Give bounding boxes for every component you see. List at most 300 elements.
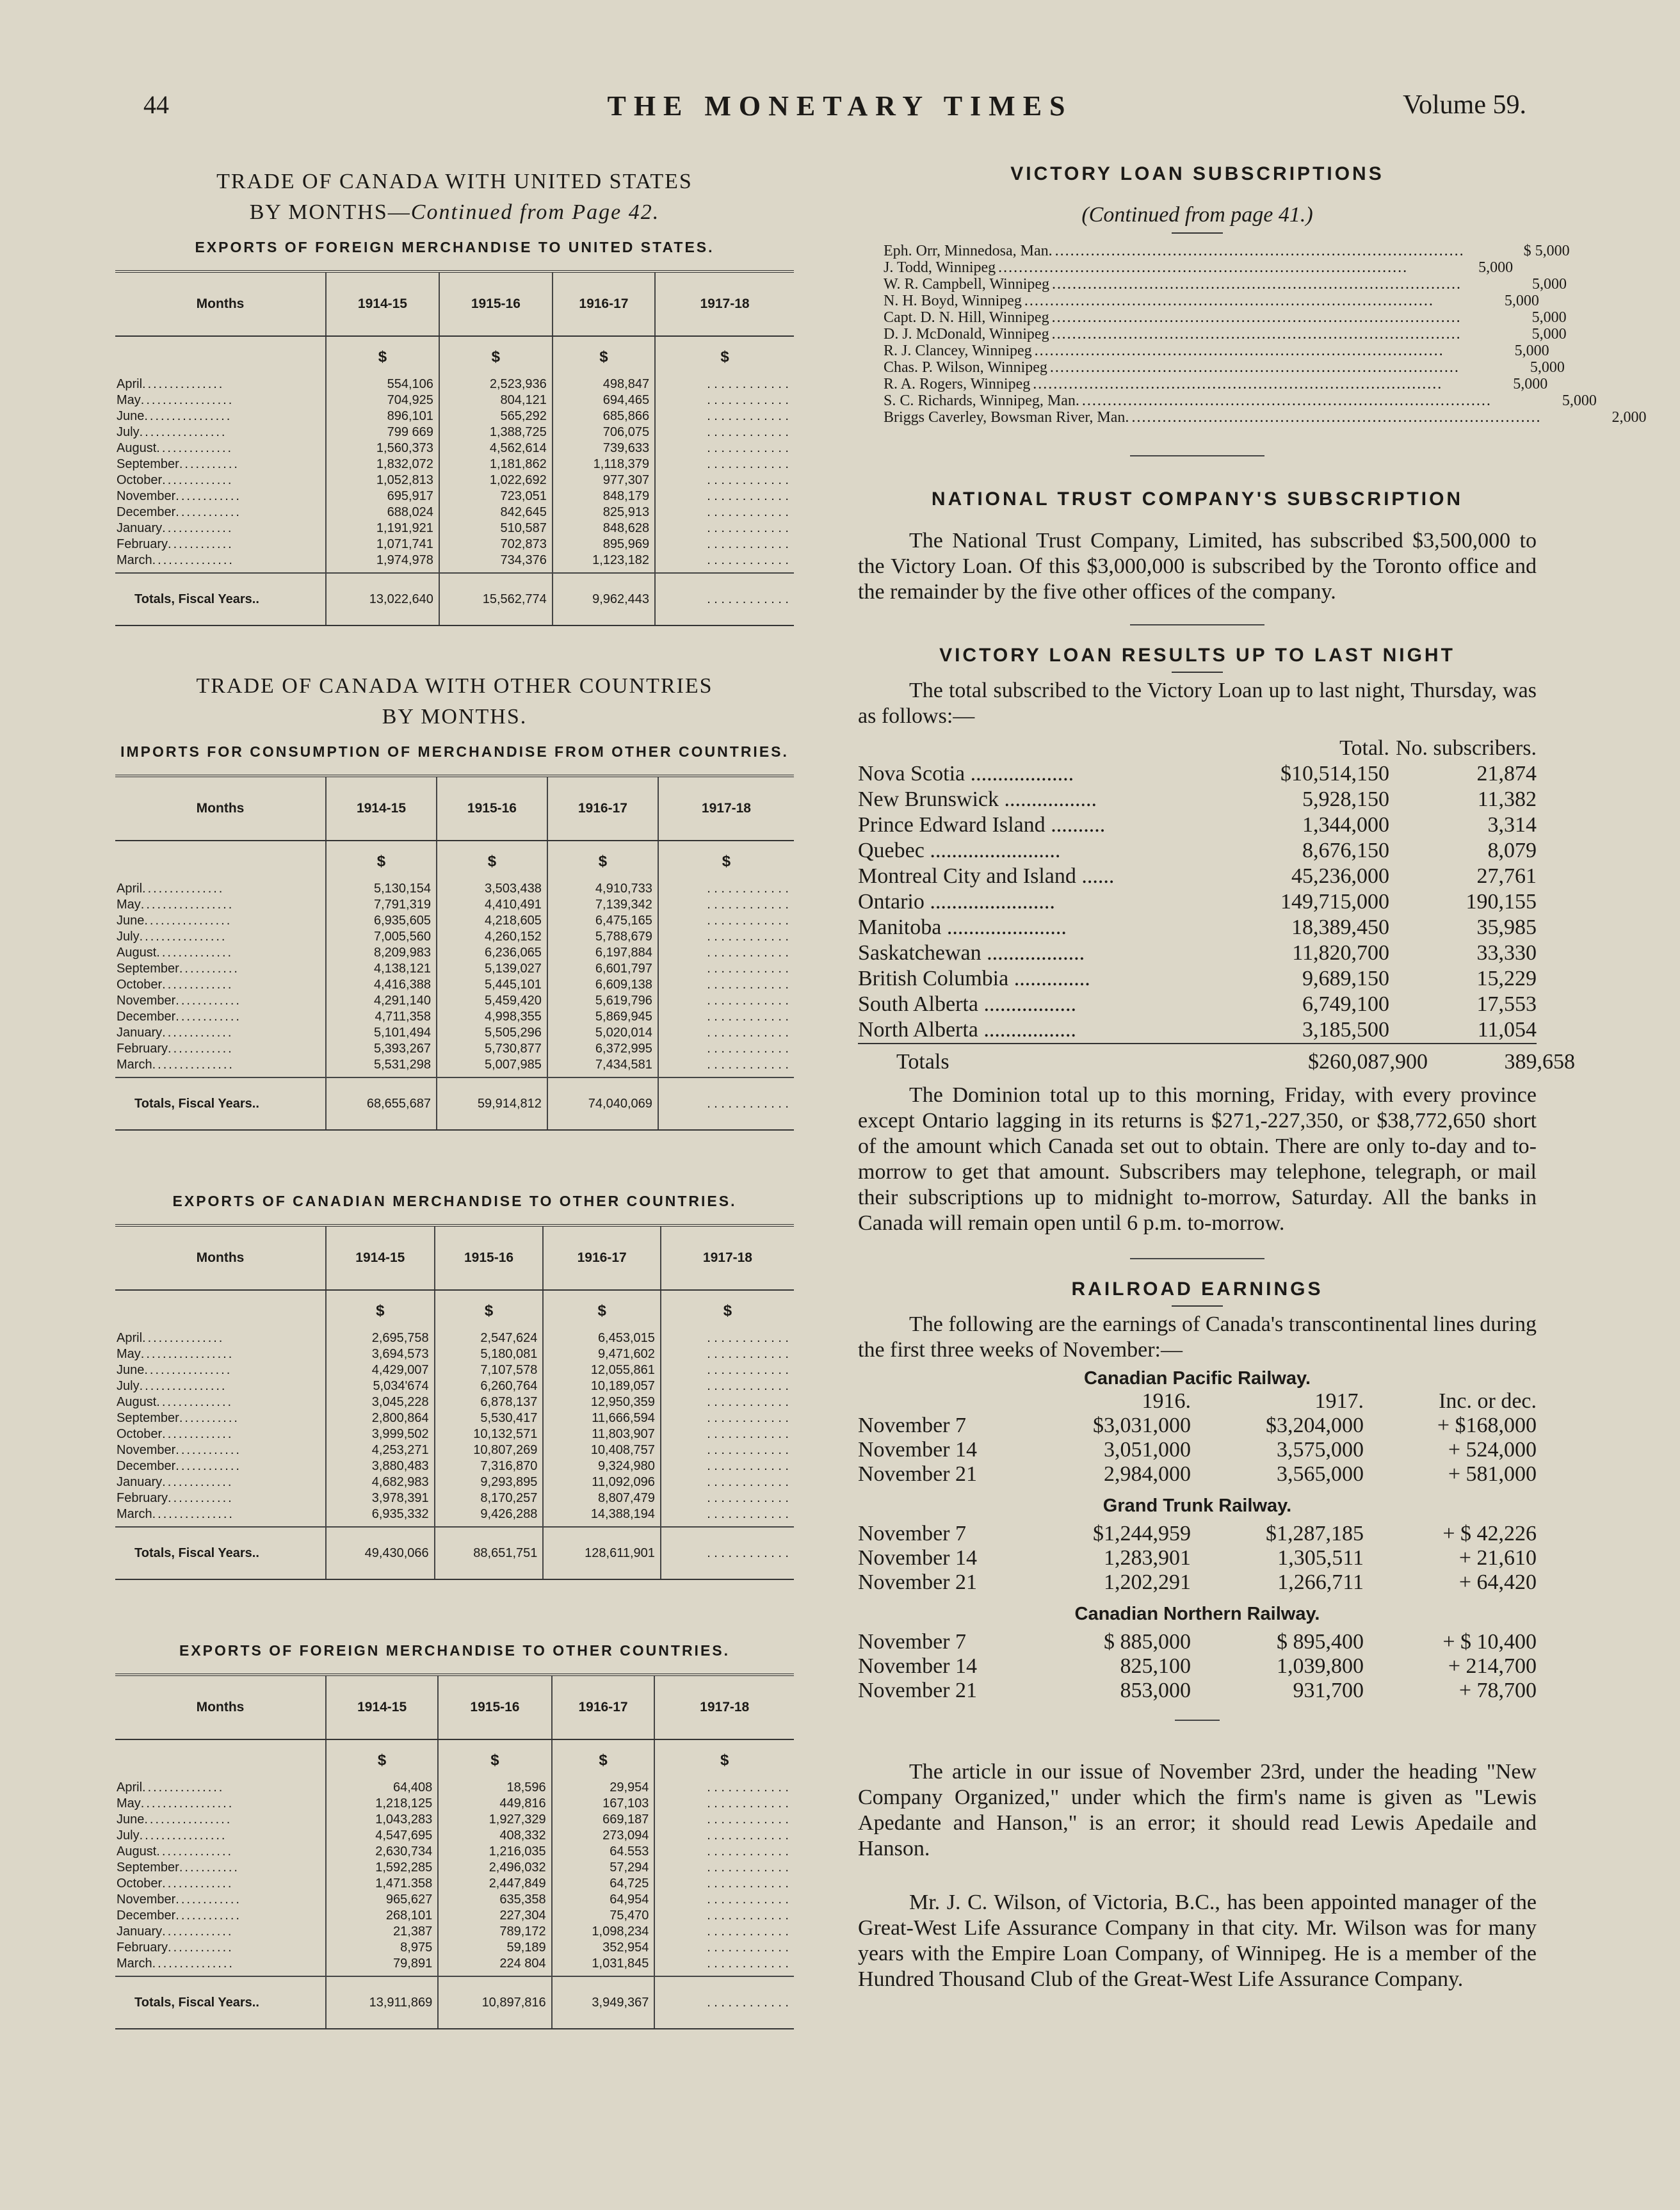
value-cell: 12,950,359 <box>543 1394 661 1410</box>
week-label: November 14 <box>858 1654 978 1678</box>
column-header: 1917-18 <box>654 1675 794 1739</box>
value-cell: 5,788,679 <box>547 929 658 945</box>
subscription-row: N. H. Boyd, Winnipeg ................................................................................ 5,000 <box>884 293 1539 309</box>
totals-label: Totals, Fiscal Years.. <box>115 1976 326 2029</box>
totals-row <box>115 1976 794 2029</box>
earnings-change: + 21,610 <box>1458 1546 1537 1570</box>
value-cell: 5,530,417 <box>435 1410 544 1426</box>
earnings-1917: $3,204,000 <box>1266 1414 1364 1437</box>
column-header: 1914-15 <box>326 776 437 841</box>
province-subscribers: 33,330 <box>1476 941 1537 965</box>
value-cell: 167,103 <box>552 1796 655 1812</box>
value-cell: 6,601,797 <box>547 961 658 977</box>
right-column <box>858 163 1647 1992</box>
earnings-change: + $ 42,226 <box>1442 1522 1537 1545</box>
value-cell: 10,408,757 <box>543 1442 661 1458</box>
value-cell: 702,873 <box>439 536 553 552</box>
month-cell: July................ <box>117 1379 227 1393</box>
value-cell: 5,393,267 <box>326 1041 437 1057</box>
table-row <box>115 1780 794 1796</box>
totals-row <box>115 1527 794 1579</box>
value-cell: 5,730,877 <box>437 1041 547 1057</box>
table-row <box>115 440 794 456</box>
table-header-row <box>115 1225 794 1290</box>
value-cell: 1,071,741 <box>326 536 439 552</box>
value-cell: 4,547,695 <box>326 1828 438 1844</box>
railroad-intro: The following are the earnings of Canada's transcontinental lines during the first three weeks of November:— <box>858 1312 1537 1362</box>
value-cell: . . . . . . . . . . . . <box>655 520 794 536</box>
table-row <box>115 1796 794 1812</box>
value-cell: . . . . . . . . . . . . <box>661 1426 794 1442</box>
month-cell: June................ <box>117 914 232 928</box>
value-cell: 1,043,283 <box>326 1812 438 1828</box>
value-cell: 4,998,355 <box>437 1009 547 1025</box>
month-cell: November............ <box>117 1443 241 1457</box>
table-row <box>115 376 794 392</box>
earnings-1916: 2,984,000 <box>1104 1462 1191 1486</box>
subscription-row: Briggs Caverley, Bowsman River, Man. ................................................................................ 2,000 <box>884 409 1647 426</box>
value-cell: 18,596 <box>438 1780 551 1796</box>
month-cell: November............ <box>117 994 241 1008</box>
subscription-amount: 5,000 <box>1504 293 1539 309</box>
totals-cell: 13,911,869 <box>326 1976 438 2029</box>
totals-cell: 68,655,687 <box>326 1077 437 1130</box>
province-row <box>858 812 1537 838</box>
value-cell: 6,236,065 <box>437 945 547 961</box>
value-cell: . . . . . . . . . . . . <box>658 1025 794 1041</box>
month-cell: March............... <box>117 1507 234 1521</box>
province-name: South Alberta ................. <box>858 992 1076 1016</box>
month-cell: December............ <box>117 1908 241 1923</box>
province-subscribers: 17,553 <box>1476 992 1537 1016</box>
volume-label: Volume 59. <box>1403 90 1526 120</box>
results-header-row <box>858 736 1537 761</box>
value-cell: 3,503,438 <box>437 881 547 897</box>
value-cell: . . . . . . . . . . . . <box>658 897 794 913</box>
earnings-row <box>858 1438 1537 1462</box>
column-header: 1917-18 <box>658 776 794 841</box>
totals-row <box>115 1077 794 1130</box>
value-cell: 5,531,298 <box>326 1057 437 1077</box>
earnings-change: + 78,700 <box>1458 1679 1537 1702</box>
value-cell: 977,307 <box>553 472 655 488</box>
column-header: Months <box>115 776 326 841</box>
totals-cell: . . . . . . . . . . . . <box>658 1077 794 1130</box>
value-cell: 4,291,140 <box>326 993 437 1009</box>
value-cell: 11,666,594 <box>543 1410 661 1426</box>
value-cell: 1,927,329 <box>438 1812 551 1828</box>
value-cell: 7,139,342 <box>547 897 658 913</box>
value-cell: 4,260,152 <box>437 929 547 945</box>
table-row <box>115 1458 794 1474</box>
value-cell: . . . . . . . . . . . . <box>655 376 794 392</box>
table-row <box>115 1378 794 1394</box>
value-cell: 6,475,165 <box>547 913 658 929</box>
earnings-row <box>858 1414 1537 1438</box>
province-name: North Alberta ................. <box>858 1018 1076 1042</box>
month-cell: November............ <box>117 1892 241 1907</box>
value-cell: 734,376 <box>439 552 553 573</box>
value-cell: . . . . . . . . . . . . <box>655 536 794 552</box>
month-cell: November............ <box>117 489 241 503</box>
table-row <box>115 913 794 929</box>
table-row <box>115 1426 794 1442</box>
value-cell: 825,913 <box>553 504 655 520</box>
table-row <box>115 1892 794 1908</box>
earnings-1917: $ 895,400 <box>1277 1630 1364 1654</box>
subscription-row: Chas. P. Wilson, Winnipeg ................................................................................ 5,000 <box>884 359 1565 376</box>
province-total: 8,676,150 <box>1302 839 1389 862</box>
province-row <box>858 761 1537 787</box>
province-total: 9,689,150 <box>1302 967 1389 990</box>
table-row <box>115 472 794 488</box>
value-cell: 704,925 <box>326 392 439 408</box>
value-cell: 6,372,995 <box>547 1041 658 1057</box>
subscriber-name: Capt. D. N. Hill, Winnipeg <box>884 309 1049 326</box>
earnings-row <box>858 1570 1537 1595</box>
value-cell: . . . . . . . . . . . . <box>655 472 794 488</box>
earnings-row <box>858 1630 1537 1654</box>
province-name: New Brunswick ................. <box>858 787 1097 811</box>
value-cell: . . . . . . . . . . . . <box>655 488 794 504</box>
subscription-row: S. C. Richards, Winnipeg, Man. ................................................................................ 5,000 <box>884 392 1597 409</box>
value-cell: 1,181,862 <box>439 456 553 472</box>
earnings-change: + 214,700 <box>1448 1654 1537 1678</box>
value-cell: 227,304 <box>438 1908 551 1924</box>
column-header: 1914-15 <box>326 271 439 336</box>
province-name: Quebec ........................ <box>858 839 1061 862</box>
value-cell: 273,094 <box>552 1828 655 1844</box>
value-cell: 669,187 <box>552 1812 655 1828</box>
value-cell: . . . . . . . . . . . . <box>661 1458 794 1474</box>
province-name: British Columbia .............. <box>858 967 1090 990</box>
month-cell: October............. <box>117 1427 234 1441</box>
value-cell: 10,807,269 <box>435 1442 544 1458</box>
table-row <box>115 961 794 977</box>
month-cell: July................ <box>117 1828 227 1843</box>
value-cell: 1,592,285 <box>326 1860 438 1876</box>
province-total: $10,514,150 <box>1280 762 1389 786</box>
province-subscribers: 190,155 <box>1466 890 1537 914</box>
table-row <box>115 1442 794 1458</box>
value-cell: 842,645 <box>439 504 553 520</box>
month-cell: February............ <box>117 1042 234 1056</box>
month-cell: August.............. <box>117 1395 234 1409</box>
value-cell: 10,189,057 <box>543 1378 661 1394</box>
month-cell: October............. <box>117 978 234 992</box>
column-header: 1915-16 <box>438 1675 551 1739</box>
table-row <box>115 1490 794 1506</box>
table-subtitle-imports: IMPORTS FOR CONSUMPTION OF MERCHANDISE FROM OTHER COUNTRIES. <box>120 743 789 760</box>
table-subtitle-foreign-exports: EXPORTS OF FOREIGN MERCHANDISE TO OTHER COUNTRIES. <box>179 1642 731 1659</box>
table-subtitle-canadian-exports: EXPORTS OF CANADIAN MERCHANDISE TO OTHER COUNTRIES. <box>172 1193 737 1209</box>
earnings-1916: 1,283,901 <box>1104 1546 1191 1570</box>
currency-symbol: $ <box>439 336 553 376</box>
value-cell: 6,197,884 <box>547 945 658 961</box>
section-title-other: TRADE OF CANADA WITH OTHER COUNTRIES BY MONTHS. <box>196 674 713 729</box>
results-closing: The Dominion total up to this morning, Friday, with every province except Ontario lagging in its returns is $271,-227,350, or $38,772,650 short of the amount which Canada set out to obtain. There are only to-day and to-morrow to get that amount. Subscribers may telephone, telegraph, or mail their subscriptions up to midnight to-morrow, Saturday. All the banks in Canada will remain open until 6 p.m. to-morrow. <box>858 1083 1537 1235</box>
value-cell: 635,358 <box>438 1892 551 1908</box>
value-cell: 2,447,849 <box>438 1876 551 1892</box>
value-cell: 408,332 <box>438 1828 551 1844</box>
month-cell: October............. <box>117 1876 234 1891</box>
value-cell: 723,051 <box>439 488 553 504</box>
value-cell: 5,505,296 <box>437 1025 547 1041</box>
earnings-1916: 853,000 <box>1120 1679 1191 1702</box>
month-cell: December............ <box>117 1010 241 1024</box>
value-cell: 4,253,271 <box>326 1442 435 1458</box>
value-cell: 6,935,332 <box>326 1506 435 1527</box>
totals-label: Totals <box>896 1050 949 1074</box>
value-cell: . . . . . . . . . . . . <box>661 1442 794 1458</box>
subscription-amount: 5,000 <box>1562 392 1597 409</box>
value-cell: 2,800,864 <box>326 1410 435 1426</box>
table-row <box>115 408 794 424</box>
currency-row <box>115 1290 794 1330</box>
totals-cell: 13,022,640 <box>326 573 439 625</box>
value-cell: 789,172 <box>438 1924 551 1940</box>
week-label: November 14 <box>858 1546 978 1570</box>
month-cell: April............... <box>117 377 225 391</box>
table-row <box>115 536 794 552</box>
month-cell: September........... <box>117 962 239 976</box>
value-cell: . . . . . . . . . . . . <box>654 1780 794 1796</box>
table-row <box>115 424 794 440</box>
table-canadian-exports-other <box>115 1224 794 1580</box>
table-row <box>115 977 794 993</box>
col-subscribers: No. subscribers. <box>1395 736 1537 760</box>
province-row <box>858 838 1537 864</box>
earnings-1917: 1,305,511 <box>1277 1546 1364 1570</box>
table-row <box>115 520 794 536</box>
value-cell: . . . . . . . . . . . . <box>654 1940 794 1956</box>
value-cell: 4,562,614 <box>439 440 553 456</box>
value-cell: 848,179 <box>553 488 655 504</box>
value-cell: 29,954 <box>552 1780 655 1796</box>
value-cell: 7,791,319 <box>326 897 437 913</box>
section-title-us: TRADE OF CANADA WITH UNITED STATES BY MONTHS—Continued from Page 42. <box>216 170 693 224</box>
value-cell: 895,969 <box>553 536 655 552</box>
province-name: Prince Edward Island .......... <box>858 813 1106 837</box>
continued-note: (Continued from page 41.) <box>1081 203 1313 227</box>
table-row <box>115 881 794 897</box>
value-cell: 7,434,581 <box>547 1057 658 1077</box>
column-header: 1916-17 <box>553 271 655 336</box>
table-row <box>115 1025 794 1041</box>
week-label: November 7 <box>858 1414 967 1437</box>
table-imports-other <box>115 775 794 1131</box>
earnings-1916: 3,051,000 <box>1104 1438 1191 1462</box>
results-table <box>858 736 1575 1075</box>
totals-label: Totals, Fiscal Years.. <box>115 573 326 625</box>
subscriber-name: R. J. Clancey, Winnipeg <box>884 343 1032 359</box>
value-cell: 6,609,138 <box>547 977 658 993</box>
value-cell: 510,587 <box>439 520 553 536</box>
value-cell: 11,092,096 <box>543 1474 661 1490</box>
earnings-header-row <box>858 1389 1537 1414</box>
value-cell: . . . . . . . . . . . . <box>661 1330 794 1346</box>
earnings-1917: 1,266,711 <box>1277 1570 1364 1594</box>
value-cell: 5,445,101 <box>437 977 547 993</box>
subscription-amount: 5,000 <box>1531 326 1567 343</box>
value-cell: 3,999,502 <box>326 1426 435 1442</box>
currency-row <box>115 336 794 376</box>
province-row <box>858 1017 1537 1044</box>
value-cell: . . . . . . . . . . . . <box>661 1346 794 1362</box>
earnings-1916: 1,202,291 <box>1104 1570 1191 1594</box>
month-cell: April............... <box>117 1331 225 1345</box>
totals-cell: 10,897,816 <box>438 1976 551 2029</box>
value-cell: . . . . . . . . . . . . <box>661 1474 794 1490</box>
month-cell: January............. <box>117 1924 234 1939</box>
province-subscribers: 11,054 <box>1477 1018 1537 1042</box>
subscription-amount: 5,000 <box>1531 309 1567 326</box>
value-cell: . . . . . . . . . . . . <box>654 1924 794 1940</box>
cpr-title: Canadian Pacific Railway. <box>1083 1368 1311 1389</box>
table-row <box>115 1956 794 1976</box>
value-cell: . . . . . . . . . . . . <box>661 1490 794 1506</box>
value-cell: . . . . . . . . . . . . <box>654 1828 794 1844</box>
value-cell: 5,459,420 <box>437 993 547 1009</box>
earnings-1916: $1,244,959 <box>1093 1522 1191 1545</box>
value-cell: . . . . . . . . . . . . <box>658 977 794 993</box>
value-cell: 75,470 <box>552 1908 655 1924</box>
month-cell: February............ <box>117 1940 234 1955</box>
value-cell: . . . . . . . . . . . . <box>658 945 794 961</box>
col-inc-dec: Inc. or dec. <box>1439 1389 1537 1413</box>
month-cell: June................ <box>117 1363 232 1377</box>
earnings-row <box>858 1522 1537 1546</box>
table-row <box>115 1924 794 1940</box>
value-cell: 352,954 <box>552 1940 655 1956</box>
month-cell: June................ <box>117 409 232 423</box>
value-cell: 1,560,373 <box>326 440 439 456</box>
table-header-row <box>115 1675 794 1739</box>
publication-title: THE MONETARY TIMES <box>607 90 1073 122</box>
value-cell: 965,627 <box>326 1892 438 1908</box>
earnings-1917: 3,565,000 <box>1277 1462 1364 1486</box>
month-cell: September........... <box>117 1411 239 1425</box>
value-cell: . . . . . . . . . . . . <box>658 993 794 1009</box>
subscriptions-list <box>858 243 1647 426</box>
value-cell: 64,408 <box>326 1780 438 1796</box>
value-cell: 268,101 <box>326 1908 438 1924</box>
cnr-title: Canadian Northern Railway. <box>1074 1604 1320 1624</box>
province-name: Nova Scotia ................... <box>858 762 1074 786</box>
value-cell: . . . . . . . . . . . . <box>655 504 794 520</box>
divider <box>1172 232 1223 234</box>
value-cell: 5,101,494 <box>326 1025 437 1041</box>
table-row <box>115 929 794 945</box>
province-subscribers: 27,761 <box>1476 864 1537 888</box>
earnings-change: + $168,000 <box>1437 1414 1537 1437</box>
value-cell: 2,547,624 <box>435 1330 544 1346</box>
currency-symbol: $ <box>547 841 658 881</box>
value-cell: . . . . . . . . . . . . <box>661 1506 794 1527</box>
totals-total: $260,087,900 <box>1308 1050 1428 1074</box>
table-row <box>115 1876 794 1892</box>
value-cell: . . . . . . . . . . . . <box>658 929 794 945</box>
month-cell: July................ <box>117 425 227 439</box>
month-cell: August.............. <box>117 441 234 455</box>
month-cell: January............. <box>117 1475 234 1489</box>
value-cell: . . . . . . . . . . . . <box>661 1394 794 1410</box>
currency-row <box>115 841 794 881</box>
currency-symbol: $ <box>326 1739 438 1780</box>
value-cell: 4,416,388 <box>326 977 437 993</box>
subscriber-name: R. A. Rogers, Winnipeg <box>884 376 1031 392</box>
totals-cell: 59,914,812 <box>437 1077 547 1130</box>
table-row <box>115 993 794 1009</box>
table-row <box>115 456 794 472</box>
month-cell: September........... <box>117 1860 239 1875</box>
page-number: 44 <box>143 90 169 119</box>
table-row <box>115 504 794 520</box>
value-cell: 4,711,358 <box>326 1009 437 1025</box>
totals-label: Totals, Fiscal Years.. <box>115 1077 326 1130</box>
column-header: 1916-17 <box>543 1225 661 1290</box>
totals-cell: . . . . . . . . . . . . <box>661 1527 794 1579</box>
results-totals-row <box>858 1049 1575 1075</box>
totals-cell: . . . . . . . . . . . . <box>654 1976 794 2029</box>
month-cell: March............... <box>117 553 234 567</box>
value-cell: 7,316,870 <box>435 1458 544 1474</box>
earnings-row <box>858 1654 1537 1679</box>
subscription-amount: 5,000 <box>1514 343 1549 359</box>
currency-symbol: $ <box>543 1290 661 1330</box>
value-cell: 6,878,137 <box>435 1394 544 1410</box>
subscription-row: W. R. Campbell, Winnipeg ................................................................................ 5,000 <box>884 276 1567 293</box>
value-cell: 4,682,983 <box>326 1474 435 1490</box>
value-cell: 694,465 <box>553 392 655 408</box>
value-cell: . . . . . . . . . . . . <box>655 392 794 408</box>
province-total: 1,344,000 <box>1302 813 1389 837</box>
results-rows <box>858 761 1537 1044</box>
value-cell: 224 804 <box>438 1956 551 1976</box>
table-subtitle-us-exports: EXPORTS OF FOREIGN MERCHANDISE TO UNITED STATES. <box>195 239 715 255</box>
divider <box>1130 1258 1264 1259</box>
value-cell: 64,954 <box>552 1892 655 1908</box>
column-header: 1917-18 <box>661 1225 794 1290</box>
table-row <box>115 1330 794 1346</box>
table-row <box>115 1362 794 1378</box>
earnings-row <box>858 1679 1537 1703</box>
subscriber-name: W. R. Campbell, Winnipeg <box>884 276 1050 293</box>
currency-symbol: $ <box>658 841 794 881</box>
value-cell: 4,138,121 <box>326 961 437 977</box>
value-cell: 2,496,032 <box>438 1860 551 1876</box>
subscription-amount: 5,000 <box>1513 376 1548 392</box>
subscriber-name: Briggs Caverley, Bowsman River, Man. <box>884 409 1129 426</box>
currency-symbol: $ <box>438 1739 551 1780</box>
month-cell: December............ <box>117 505 241 519</box>
value-cell: 1,974,978 <box>326 552 439 573</box>
table-row <box>115 1041 794 1057</box>
value-cell: 8,209,983 <box>326 945 437 961</box>
value-cell: . . . . . . . . . . . . <box>654 1812 794 1828</box>
earnings-1917: 931,700 <box>1293 1679 1364 1702</box>
column-header: 1916-17 <box>547 776 658 841</box>
subscription-amount: 5,000 <box>1532 276 1567 293</box>
currency-row <box>115 1739 794 1780</box>
month-cell: May................. <box>117 393 234 407</box>
column-header: 1914-15 <box>326 1675 438 1739</box>
table-row <box>115 1844 794 1860</box>
value-cell: 59,189 <box>438 1940 551 1956</box>
value-cell: 57,294 <box>552 1860 655 1876</box>
value-cell: 554,106 <box>326 376 439 392</box>
month-cell: May................. <box>117 898 234 912</box>
